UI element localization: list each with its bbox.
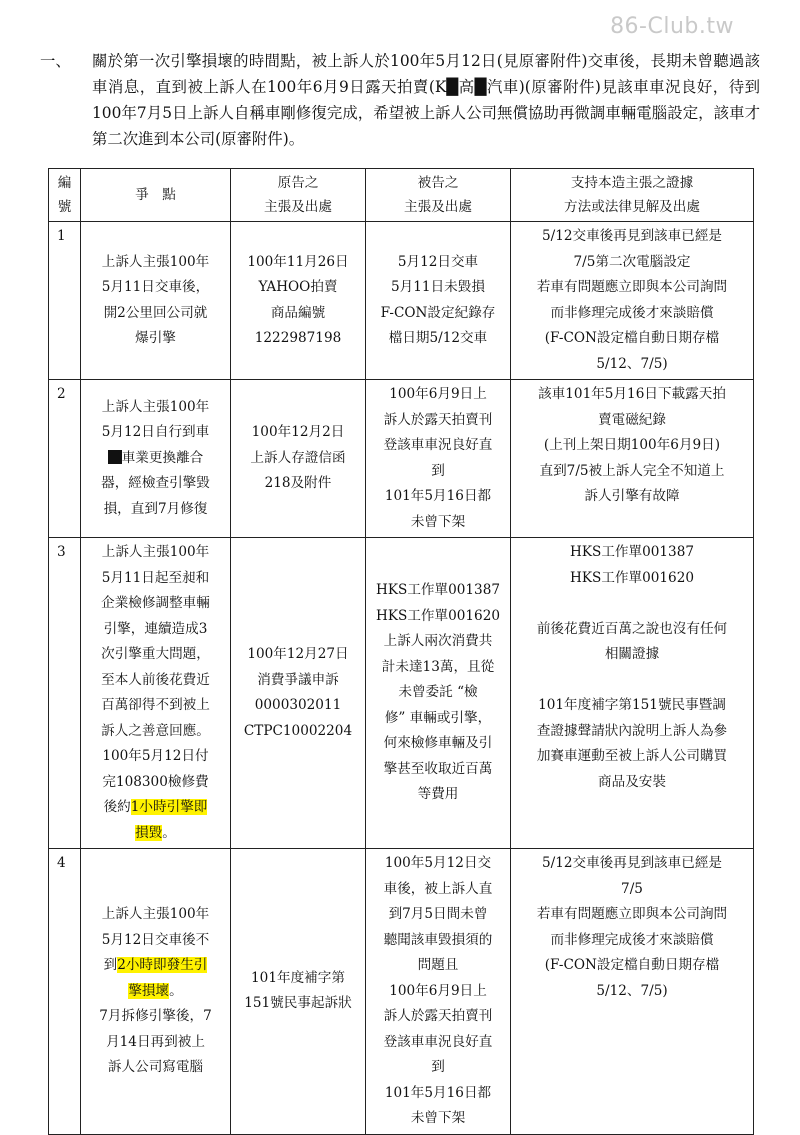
table-header-row bbox=[49, 169, 754, 222]
table-row bbox=[49, 380, 754, 538]
row-num: 1 bbox=[49, 222, 81, 380]
header-num: 編 號 bbox=[49, 169, 81, 222]
issue-cell: 上訴人主張100年 5月11日交車後， 開2公里回公司就 爆引擎 bbox=[81, 222, 231, 380]
row-num: 4 bbox=[49, 849, 81, 1135]
intro-text: 關於第一次引擎損壞的時間點，被上訴人於100年5月12日(見原審附件)交車後，長期未曾聽過該車消息，直到被上訴人在100年6月9日露天拍賣(K█高█汽車)(原審附件)見該車車況良好，待到100年7月5日上訴人自稱車剛修復完成，希望被上訴人公司無償協助再微調車輛電腦設定，該車才第二次進到本公司(原審附件)。 bbox=[92, 52, 760, 148]
highlight: 損毀 bbox=[135, 824, 163, 841]
evidence-cell: HKS工作單001387 HKS工作單001620 前後花費近百萬之說也沒有任何 相關證據 101年度補字第151號民事暨調 查證據聲請狀內說明上訴人為參 加賽車運動至被上訴人公司購買 商品及安裝 bbox=[511, 538, 754, 849]
issue-cell: 上訴人主張100年 5月12日自行到車 車業更換離合 器，經檢查引擎毀 損，直到7月修復 bbox=[81, 380, 231, 538]
watermark: 86-Club.tw bbox=[610, 14, 734, 39]
issue-cell: 上訴人主張100年 5月12日交車後不 到2小時即發生引 擎損壞。 7月拆修引擎後，7 月14日再到被上 訴人公司寫電腦 bbox=[81, 849, 231, 1135]
table-row bbox=[49, 538, 754, 849]
table-row bbox=[49, 849, 754, 1135]
header-evidence: 支持本造主張之證據 方法或法律見解及出處 bbox=[511, 169, 754, 222]
evidence-cell: 5/12交車後再見到該車已經是 7/5 若車有問題應立即與本公司詢問 而非修理完成後才來談賠償 (F-CON設定檔自動日期存檔 5/12、7/5) bbox=[511, 849, 754, 1135]
highlight: 擎損壞 bbox=[128, 982, 170, 999]
table-row bbox=[49, 222, 754, 380]
plaintiff-cell: 100年11月26日 YAHOO拍賣 商品編號 1222987198 bbox=[231, 222, 366, 380]
plaintiff-cell: 101年度補字第 151號民事起訴狀 bbox=[231, 849, 366, 1135]
header-plaintiff: 原告之 主張及出處 bbox=[231, 169, 366, 222]
redaction-block bbox=[108, 450, 122, 464]
row-num: 2 bbox=[49, 380, 81, 538]
row-num: 3 bbox=[49, 538, 81, 849]
defendant-cell: HKS工作單001387 HKS工作單001620 上訴人兩次消費共 計未達13萬，且從 未曾委託 “檢 修” 車輛或引擎， 何來檢修車輛及引 擎甚至收取近百萬 等費用 bbox=[366, 538, 511, 849]
evidence-cell: 5/12交車後再見到該車已經是 7/5第二次電腦設定 若車有問題應立即與本公司詢問 而非修理完成後才來談賠償 (F-CON設定檔自動日期存檔 5/12、7/5) bbox=[511, 222, 754, 380]
intro-paragraph bbox=[40, 48, 760, 152]
defendant-cell: 5月12日交車 5月11日未毀損 F-CON設定紀錄存 檔日期5/12交車 bbox=[366, 222, 511, 380]
header-defendant: 被告之 主張及出處 bbox=[366, 169, 511, 222]
plaintiff-cell: 100年12月2日 上訴人存證信函 218及附件 bbox=[231, 380, 366, 538]
section-number: 一、 bbox=[40, 52, 71, 70]
defendant-cell: 100年5月12日交 車後，被上訴人直 到7月5日間未曾 聽聞該車毀損須的 問題且 100年6月9日上 訴人於露天拍賣刊 登該車車況良好直 到 101年5月16日都 未曾下架 bbox=[366, 849, 511, 1135]
issue-cell: 上訴人主張100年 5月11日起至昶和 企業檢修調整車輛 引擎，連續造成3 次引擎重大問題， 至本人前後花費近 百萬卻得不到被上 訴人之善意回應。 100年5月12日付 完108300檢修費 後約1小時引擎即 損毀。 bbox=[81, 538, 231, 849]
claims-table bbox=[48, 168, 754, 1135]
highlight: 1小時引擎即 bbox=[130, 799, 208, 815]
defendant-cell: 100年6月9日上 訴人於露天拍賣刊 登該車車況良好直 到 101年5月16日都 未曾下架 bbox=[366, 380, 511, 538]
evidence-cell: 該車101年5月16日下載露天拍 賣電磁紀錄 (上刊上架日期100年6月9日) 直到7/5被上訴人完全不知道上 訴人引擎有故障 bbox=[511, 380, 754, 538]
header-issue: 爭 點 bbox=[81, 169, 231, 222]
plaintiff-cell: 100年12月27日 消費爭議申訴 0000302011 CTPC10002204 bbox=[231, 538, 366, 849]
highlight: 2小時即發生引 bbox=[117, 957, 208, 973]
